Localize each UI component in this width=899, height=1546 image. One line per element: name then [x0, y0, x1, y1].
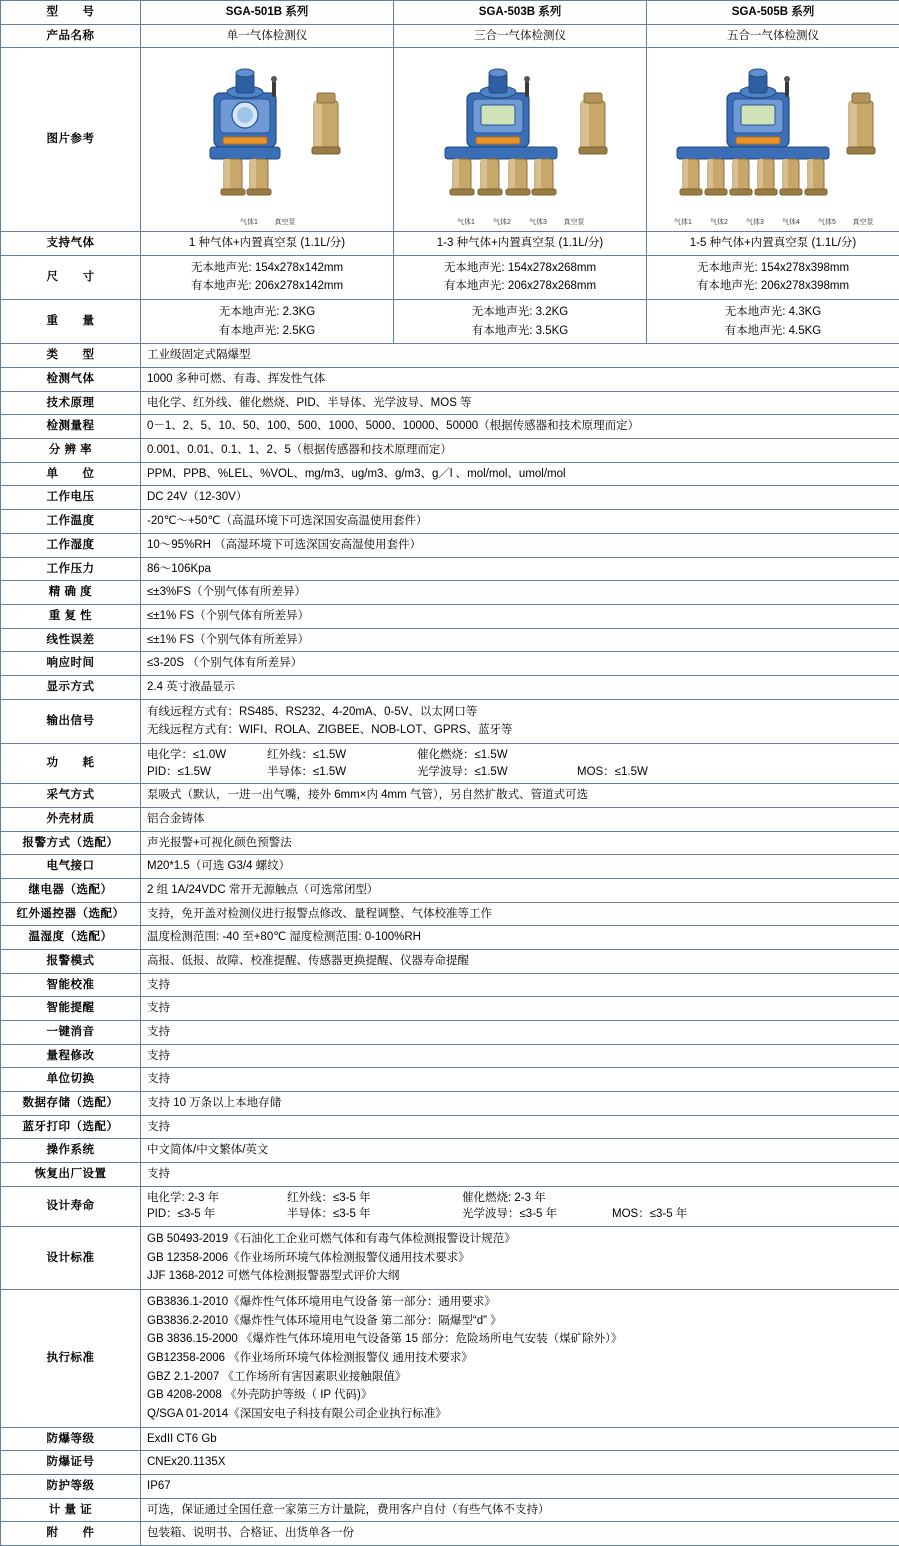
table-row-work-voltage: [1, 486, 899, 510]
design-life-line-2: [147, 1206, 893, 1223]
value-tech-principle: 电化学、红外线、催化燃烧、PID、半导体、光学波导、MOS 等: [141, 391, 899, 415]
pump-label: 气体4: [773, 219, 809, 228]
table-row-unit-switch: [1, 1068, 899, 1092]
weight-value: 无本地声光: 2.3KG: [147, 303, 387, 322]
value-resolution: 0.001、0.01、0.1、1、2、5（根据传感器和技术原理而定）: [141, 439, 899, 463]
row-label-unit-switch: 单位切换: [1, 1068, 141, 1092]
table-row-design-life: [1, 1186, 899, 1226]
size-value: 无本地声光: 154x278x142mm: [147, 259, 387, 278]
value-electrical-interface: M20*1.5（可选 G3/4 螺纹）: [141, 855, 899, 879]
row-label-execution-standard: 执行标准: [1, 1290, 141, 1428]
value-repeatability: ≤±1% FS（个别气体有所差异）: [141, 604, 899, 628]
value-unit-switch: 支持: [141, 1068, 899, 1092]
table-row-image-reference: [1, 48, 899, 232]
table-row-product-name: [1, 24, 899, 48]
device-svg-503b: [405, 59, 635, 219]
value-category: 工业级固定式隔爆型: [141, 344, 899, 368]
weight-505b: [647, 300, 899, 344]
table-row-category: [1, 344, 899, 368]
table-row-alarm-mode: [1, 949, 899, 973]
row-label-ir-remote-optional: 红外遥控器（选配）: [1, 902, 141, 926]
output-signal-line: 无线远程方式有：WIFI、ROLA、ZIGBEE、NOB-LOT、GPRS、蓝牙等: [147, 721, 893, 740]
row-label-os: 操作系统: [1, 1139, 141, 1163]
value-work-pressure: 86～106Kpa: [141, 557, 899, 581]
table-row-resolution: [1, 439, 899, 463]
pump-label: 气体1: [231, 219, 267, 228]
table-row-os: [1, 1139, 899, 1163]
device-image-501b: [141, 48, 394, 232]
row-label-range-modify: 量程修改: [1, 1044, 141, 1068]
row-label-product-name: 产品名称: [1, 24, 141, 48]
weight-value: 无本地声光: 4.3KG: [653, 303, 893, 322]
row-label-weight: 重 量: [1, 300, 141, 344]
row-label-factory-reset: 恢复出厂设置: [1, 1162, 141, 1186]
value-smart-reminder: 支持: [141, 997, 899, 1021]
design-life-item: 半导体：≤3-5 年: [287, 1206, 462, 1223]
value-response-time: ≤3-20S （个别气体有所差异）: [141, 652, 899, 676]
table-row-sampling: [1, 784, 899, 808]
row-label-display: 显示方式: [1, 675, 141, 699]
value-housing: 铝合金铸体: [141, 807, 899, 831]
table-row-smart-calibration: [1, 973, 899, 997]
size-value: 有本地声光: 206x278x398mm: [653, 277, 893, 296]
device-svg-501b: [162, 59, 372, 219]
power-item: PID：≤1.5W: [147, 764, 267, 781]
row-label-repeatability: 重 复 性: [1, 604, 141, 628]
table-row-tech-principle: [1, 391, 899, 415]
size-503b: [394, 255, 647, 299]
pump-label: 气体1: [665, 219, 701, 228]
weight-503b: [394, 300, 647, 344]
power-item: MOS：≤1.5W: [577, 764, 697, 781]
table-row-smart-reminder: [1, 997, 899, 1021]
size-value: 有本地声光: 206x278x142mm: [147, 277, 387, 296]
row-label-accuracy: 精 确 度: [1, 581, 141, 605]
row-label-unit: 单 位: [1, 462, 141, 486]
table-row-electrical-interface: [1, 855, 899, 879]
table-row-unit: [1, 462, 899, 486]
value-sampling: 泵吸式（默认，一进一出气嘴，接外 6mm×内 4mm 气管），另自然扩散式、管道式可选: [141, 784, 899, 808]
row-label-support-gas: 支持气体: [1, 232, 141, 256]
pump-label: 真空泵: [267, 219, 303, 228]
device-image-505b: [647, 48, 899, 232]
execution-standard-line: GB 3836.15-2000 《爆炸性气体环境用电气设备第 15 部分：危险场所电气安装（煤矿除外）》: [147, 1330, 893, 1349]
row-label-design-standard: 设计标准: [1, 1226, 141, 1289]
table-row-linear-error: [1, 628, 899, 652]
pump-labels-503b: [400, 219, 640, 228]
execution-standard-line: GBZ 2.1-2007 《工作场所有害因素职业接触限值》: [147, 1368, 893, 1387]
table-row-model: [1, 1, 899, 25]
value-bluetooth-print-optional: 支持: [141, 1115, 899, 1139]
weight-value: 有本地声光: 4.5KG: [653, 322, 893, 341]
pump-labels-501b: [147, 219, 387, 228]
row-label-relay-optional: 继电器（选配）: [1, 878, 141, 902]
row-label-tech-principle: 技术原理: [1, 391, 141, 415]
value-temp-humidity-optional: 温度检测范围: -40 至+80℃ 湿度检测范围: 0-100%RH: [141, 926, 899, 950]
table-row-factory-reset: [1, 1162, 899, 1186]
pump-label: 真空泵: [556, 219, 592, 228]
row-label-ip-rating: 防护等级: [1, 1475, 141, 1499]
design-standard-line: JJF 1368-2012 可燃气体检测报警器型式评价大纲: [147, 1267, 893, 1286]
table-row-range-modify: [1, 1044, 899, 1068]
power-item: [577, 747, 697, 764]
device-illustration-1pump: [147, 51, 387, 219]
row-label-bluetooth-print-optional: 蓝牙打印（选配）: [1, 1115, 141, 1139]
row-label-sampling: 采气方式: [1, 784, 141, 808]
value-relay-optional: 2 组 1A/24VDC 常开无源触点（可选常闭型）: [141, 878, 899, 902]
table-row-response-time: [1, 652, 899, 676]
value-smart-calibration: 支持: [141, 973, 899, 997]
weight-501b: [141, 300, 394, 344]
row-label-work-pressure: 工作压力: [1, 557, 141, 581]
row-label-work-temp: 工作温度: [1, 510, 141, 534]
row-label-metering-cert: 计 量 证: [1, 1498, 141, 1522]
row-label-smart-calibration: 智能校准: [1, 973, 141, 997]
model-505b: SGA-505B 系列: [647, 1, 899, 25]
value-display: 2.4 英寸液晶显示: [141, 675, 899, 699]
table-row-temp-humidity-optional: [1, 926, 899, 950]
model-503b: SGA-503B 系列: [394, 1, 647, 25]
value-ip-rating: IP67: [141, 1475, 899, 1499]
table-row-ir-remote-optional: [1, 902, 899, 926]
value-accessories: 包装箱、说明书、合格证、出货单各一份: [141, 1522, 899, 1546]
row-label-detect-gas: 检测气体: [1, 368, 141, 392]
table-row-ex-cert-no: [1, 1451, 899, 1475]
design-standard-line: GB 50493-2019《石油化工企业可燃气体和有毒气体检测报警设计规范》: [147, 1230, 893, 1249]
table-row-one-key-mute: [1, 1020, 899, 1044]
weight-value: 有本地声光: 2.5KG: [147, 322, 387, 341]
design-life-line-1: [147, 1190, 893, 1207]
row-label-temp-humidity-optional: 温湿度（选配）: [1, 926, 141, 950]
row-label-alarm-mode-optional: 报警方式（选配）: [1, 831, 141, 855]
product-name-503b: 三合一气体检测仪: [394, 24, 647, 48]
pump-labels-505b: [653, 219, 893, 228]
output-signal-line: 有线远程方式有：RS485、RS232、4-20mA、0-5V、以太网口等: [147, 703, 893, 722]
value-design-life: [141, 1186, 899, 1226]
value-work-voltage: DC 24V（12-30V）: [141, 486, 899, 510]
value-design-standard: [141, 1226, 899, 1289]
row-label-ex-cert-no: 防爆证号: [1, 1451, 141, 1475]
row-label-alarm-mode: 报警模式: [1, 949, 141, 973]
size-501b: [141, 255, 394, 299]
row-label-housing: 外壳材质: [1, 807, 141, 831]
row-label-work-humidity: 工作湿度: [1, 533, 141, 557]
value-metering-cert: 可选，保证通过全国任意一家第三方计量院，费用客户自付（有些气体不支持）: [141, 1498, 899, 1522]
execution-standard-line: GB3836.2-2010《爆炸性气体环境用电气设备 第二部分：隔爆型“d” 》: [147, 1312, 893, 1331]
pump-label: 气体3: [520, 219, 556, 228]
product-name-501b: 单一气体检测仪: [141, 24, 394, 48]
value-detect-range: 0－1、2、5、10、50、100、500、1000、5000、10000、50000（根据传感器和技术原理而定）: [141, 415, 899, 439]
table-row-accuracy: [1, 581, 899, 605]
table-row-power-consumption: [1, 743, 899, 783]
table-row-detect-gas: [1, 368, 899, 392]
row-label-electrical-interface: 电气接口: [1, 855, 141, 879]
row-label-model: 型 号: [1, 1, 141, 25]
table-row-alarm-mode-optional: [1, 831, 899, 855]
table-row-relay-optional: [1, 878, 899, 902]
support-gas-503b: 1-3 种气体+内置真空泵 (1.1L/分): [394, 232, 647, 256]
table-row-accessories: [1, 1522, 899, 1546]
value-range-modify: 支持: [141, 1044, 899, 1068]
support-gas-505b: 1-5 种气体+内置真空泵 (1.1L/分): [647, 232, 899, 256]
row-label-image-reference: 图片参考: [1, 48, 141, 232]
power-item: 催化燃烧：≤1.5W: [417, 747, 577, 764]
value-alarm-mode-optional: 声光报警+可视化颜色预警法: [141, 831, 899, 855]
pump-label: 气体2: [701, 219, 737, 228]
table-row-data-storage-optional: [1, 1091, 899, 1115]
table-row-execution-standard: [1, 1290, 899, 1428]
design-life-item: 催化燃烧: 2-3 年: [462, 1190, 612, 1207]
value-accuracy: ≤±3%FS（个别气体有所差异）: [141, 581, 899, 605]
weight-value: 无本地声光: 3.2KG: [400, 303, 640, 322]
row-label-detect-range: 检测量程: [1, 415, 141, 439]
value-work-humidity: 10～95%RH （高湿环境下可选深国安高湿使用套件）: [141, 533, 899, 557]
table-row-repeatability: [1, 604, 899, 628]
execution-standard-line: GB 4208-2008 《外壳防护等级（ IP 代码)》: [147, 1386, 893, 1405]
size-value: 无本地声光: 154x278x268mm: [400, 259, 640, 278]
execution-standard-line: GB3836.1-2010《爆炸性气体环境用电气设备 第一部分：通用要求》: [147, 1293, 893, 1312]
row-label-output-signal: 输出信号: [1, 699, 141, 743]
power-item: 电化学：≤1.0W: [147, 747, 267, 764]
design-life-item: MOS：≤3-5 年: [612, 1206, 732, 1223]
design-life-item: 红外线：≤3-5 年: [287, 1190, 462, 1207]
design-life-item: 电化学: 2-3 年: [147, 1190, 287, 1207]
value-data-storage-optional: 支持 10 万条以上本地存储: [141, 1091, 899, 1115]
row-label-work-voltage: 工作电压: [1, 486, 141, 510]
table-row-output-signal: [1, 699, 899, 743]
table-row-housing: [1, 807, 899, 831]
device-image-503b: [394, 48, 647, 232]
product-name-505b: 五合一气体检测仪: [647, 24, 899, 48]
table-row-metering-cert: [1, 1498, 899, 1522]
table-row-design-standard: [1, 1226, 899, 1289]
table-row-display: [1, 675, 899, 699]
size-505b: [647, 255, 899, 299]
value-os: 中文简体/中文繁体/英文: [141, 1139, 899, 1163]
table-row-work-pressure: [1, 557, 899, 581]
model-501b: SGA-501B 系列: [141, 1, 394, 25]
row-label-design-life: 设计寿命: [1, 1186, 141, 1226]
pump-label: 气体2: [484, 219, 520, 228]
value-unit: PPM、PPB、%LEL、%VOL、mg/m3、ug/m3、g/m3、g／l 、mol/mol、umol/mol: [141, 462, 899, 486]
value-ir-remote-optional: 支持，免开盖对检测仪进行报警点修改、量程调整、气体校准等工作: [141, 902, 899, 926]
value-linear-error: ≤±1% FS（个别气体有所差异）: [141, 628, 899, 652]
power-line-1: [147, 747, 893, 764]
power-item: 光学波导：≤1.5W: [417, 764, 577, 781]
row-label-one-key-mute: 一键消音: [1, 1020, 141, 1044]
device-illustration-5pump: [653, 51, 893, 219]
design-life-item: [612, 1190, 732, 1207]
value-work-temp: -20℃～+50℃（高温环境下可选深国安高温使用套件）: [141, 510, 899, 534]
row-label-data-storage-optional: 数据存储（选配）: [1, 1091, 141, 1115]
row-label-ex-rating: 防爆等级: [1, 1427, 141, 1451]
value-output-signal: [141, 699, 899, 743]
row-label-accessories: 附 件: [1, 1522, 141, 1546]
power-item: 半导体：≤1.5W: [267, 764, 417, 781]
table-row-weight: [1, 300, 899, 344]
table-row-support-gas: [1, 232, 899, 256]
size-value: 无本地声光: 154x278x398mm: [653, 259, 893, 278]
row-label-size: 尺 寸: [1, 255, 141, 299]
size-value: 有本地声光: 206x278x268mm: [400, 277, 640, 296]
execution-standard-line: GB12358-2006 《作业场所环境气体检测报警仪 通用技术要求》: [147, 1349, 893, 1368]
pump-label: 真空泵: [845, 219, 881, 228]
device-svg-505b: [653, 59, 893, 219]
weight-value: 有本地声光: 3.5KG: [400, 322, 640, 341]
power-line-2: [147, 764, 893, 781]
value-execution-standard: [141, 1290, 899, 1428]
table-row-detect-range: [1, 415, 899, 439]
table-row-bluetooth-print-optional: [1, 1115, 899, 1139]
value-ex-rating: ExdII CT6 Gb: [141, 1427, 899, 1451]
table-row-work-temp: [1, 510, 899, 534]
value-one-key-mute: 支持: [141, 1020, 899, 1044]
design-life-item: PID：≤3-5 年: [147, 1206, 287, 1223]
row-label-resolution: 分 辨 率: [1, 439, 141, 463]
value-detect-gas: 1000 多种可燃、有毒、挥发性气体: [141, 368, 899, 392]
power-item: 红外线：≤1.5W: [267, 747, 417, 764]
table-row-size: [1, 255, 899, 299]
row-label-response-time: 响应时间: [1, 652, 141, 676]
row-label-power-consumption: 功 耗: [1, 743, 141, 783]
pump-label: 气体3: [737, 219, 773, 228]
design-life-item: 光学波导：≤3-5 年: [462, 1206, 612, 1223]
design-standard-line: GB 12358-2006《作业场所环境气体检测报警仪通用技术要求》: [147, 1249, 893, 1268]
row-label-category: 类 型: [1, 344, 141, 368]
value-factory-reset: 支持: [141, 1162, 899, 1186]
table-row-ip-rating: [1, 1475, 899, 1499]
pump-label: 气体1: [448, 219, 484, 228]
value-power-consumption: [141, 743, 899, 783]
value-alarm-mode: 高报、低报、故障、校准提醒、传感器更换提醒、仪器寿命提醒: [141, 949, 899, 973]
value-ex-cert-no: CNEx20.1135X: [141, 1451, 899, 1475]
table-row-work-humidity: [1, 533, 899, 557]
support-gas-501b: 1 种气体+内置真空泵 (1.1L/分): [141, 232, 394, 256]
pump-label: 气体5: [809, 219, 845, 228]
device-illustration-3pump: [400, 51, 640, 219]
execution-standard-line: Q/SGA 01-2014《深国安电子科技有限公司企业执行标准》: [147, 1405, 893, 1424]
row-label-linear-error: 线性误差: [1, 628, 141, 652]
table-row-ex-rating: [1, 1427, 899, 1451]
row-label-smart-reminder: 智能提醒: [1, 997, 141, 1021]
